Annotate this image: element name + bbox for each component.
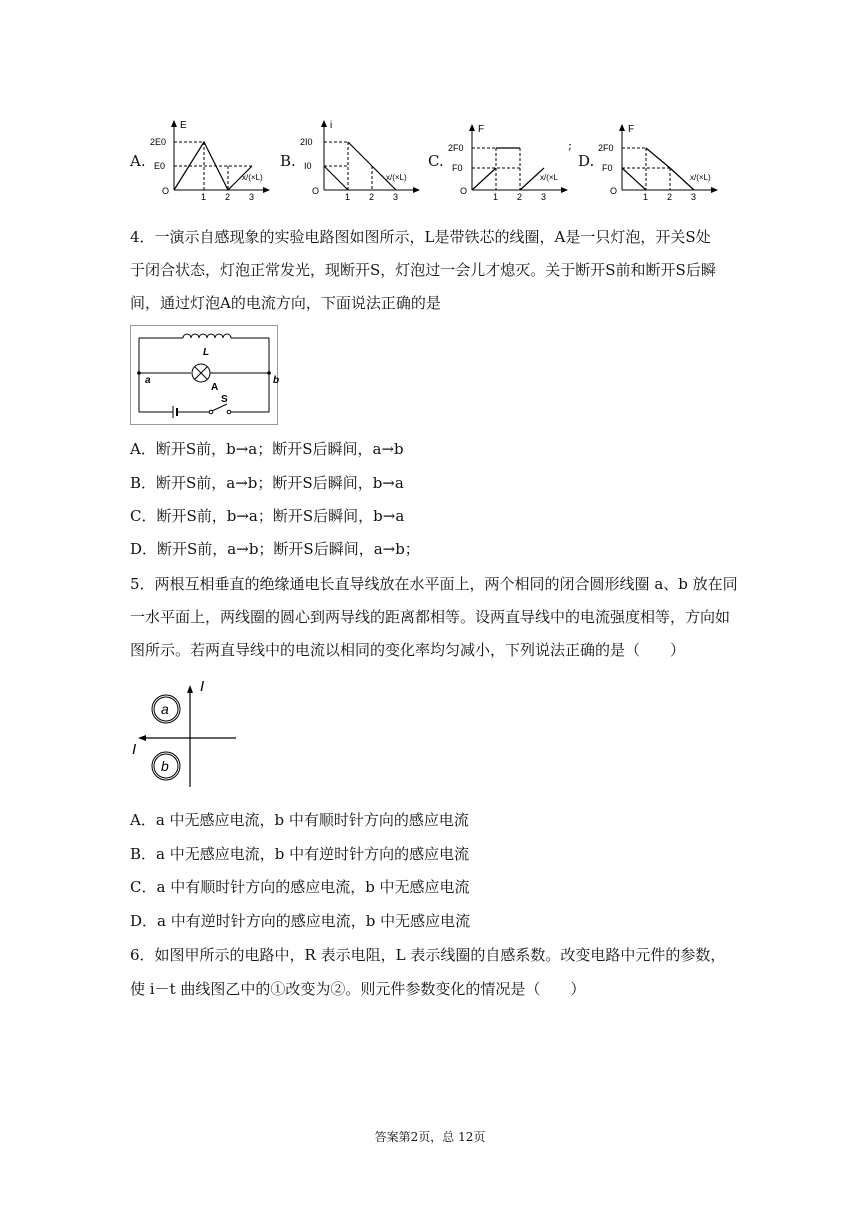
y-axis-label: F — [478, 124, 485, 135]
x-axis-label: x/(×L) — [690, 173, 711, 182]
q5-option-c: C．a 中有顺时针方向的感应电流，b 中无感应电流 — [130, 878, 470, 896]
q4-text-line-2: 于闭合状态，灯泡正常发光，现断开S，灯泡过一会儿才熄灭。关于断开S前和断开S后瞬 — [130, 261, 716, 279]
origin-label: O — [610, 186, 618, 196]
q5-text-line-1: 5．两根互相垂直的绝缘通电长直导线放在水平面上，两个相同的闭合圆形线圈 a、b 放在同 — [130, 575, 738, 593]
q5-text-line-3: 图所示。若两直导线中的电流以相同的变化率均匀减小，下列说法正确的是（ ） — [130, 641, 686, 659]
graph-option-c — [446, 118, 571, 200]
y-tick-1: F0 — [602, 163, 613, 173]
x-axis-label: x/(×L — [540, 173, 559, 182]
y-tick-1: F0 — [452, 163, 463, 173]
x-tick-2: 2 — [225, 192, 231, 202]
x-tick-2: 2 — [667, 192, 673, 202]
graph-option-a — [148, 118, 273, 200]
horizontal-current-label: I — [132, 741, 137, 758]
y-tick-2: 2F0 — [598, 143, 614, 153]
q3-option-c — [428, 118, 578, 200]
node-a-label: a — [145, 375, 151, 386]
stray-mark: ; — [568, 138, 573, 152]
x-tick-3: 3 — [249, 192, 255, 202]
origin-label: O — [460, 186, 468, 196]
y-tick-1: E0 — [154, 161, 166, 171]
y-axis-label: i — [330, 120, 333, 131]
y-axis-label: E — [180, 120, 187, 131]
graph-option-b — [298, 118, 423, 200]
option-label: C. — [428, 152, 444, 170]
coil-a-label: a — [161, 701, 169, 717]
q5-option-d: D．a 中有逆时针方向的感应电流，b 中无感应电流 — [130, 912, 471, 930]
x-tick-3: 3 — [393, 192, 399, 202]
q5-figure — [130, 675, 242, 790]
y-tick-1: I0 — [304, 161, 312, 171]
origin-label: O — [312, 186, 320, 196]
switch-label: S — [221, 394, 228, 405]
x-tick-1: 1 — [493, 192, 499, 202]
q5-text-line-2: 一水平面上，两线圈的圆心到两导线的距离都相等。设两直导线中的电流强度相等，方向如 — [130, 608, 731, 626]
option-label: D. — [578, 152, 595, 170]
lamp-label: A — [211, 382, 219, 393]
x-tick-1: 1 — [201, 192, 207, 202]
inductor-label: L — [203, 347, 210, 358]
x-tick-3: 3 — [541, 192, 547, 202]
page-footer: 答案第2页，总 12页 — [374, 1130, 486, 1144]
option-label: A. — [130, 152, 146, 170]
x-tick-1: 1 — [345, 192, 351, 202]
q4-option-b: B．断开S前，a→b；断开S后瞬间，b→a — [130, 474, 404, 492]
x-tick-1: 1 — [643, 192, 649, 202]
y-tick-2: 2E0 — [150, 137, 167, 147]
q4-option-c: C．断开S前，b→a；断开S后瞬间，b→a — [130, 507, 405, 525]
wires-and-coils-diagram — [130, 675, 242, 790]
vertical-current-label: I — [200, 678, 205, 695]
q4-text-line-1: 4．一演示自感现象的实验电路图如图所示，L是带铁芯的线圈，A是一只灯泡，开关S处 — [130, 228, 711, 246]
graph-option-d — [596, 118, 721, 200]
origin-label: O — [162, 186, 170, 196]
q4-option-d: D．断开S前，a→b；断开S后瞬间，a→b； — [130, 540, 420, 558]
q4-option-a: A．断开S前，b→a；断开S后瞬间，a→b — [130, 440, 404, 458]
circuit-diagram — [131, 326, 280, 424]
x-tick-3: 3 — [691, 192, 697, 202]
x-axis-label: x/(×L) — [242, 173, 263, 182]
q5-option-b: B．a 中无感应电流，b 中有逆时针方向的感应电流 — [130, 845, 470, 863]
q3-option-b — [280, 118, 420, 200]
y-tick-2: 2F0 — [448, 143, 464, 153]
x-tick-2: 2 — [517, 192, 523, 202]
y-axis-label: F — [628, 124, 635, 135]
x-tick-2: 2 — [369, 192, 375, 202]
option-label: B. — [280, 152, 296, 170]
y-tick-2: 2I0 — [300, 137, 313, 147]
coil-b-label: b — [161, 758, 169, 774]
q4-text-line-3: 间，通过灯泡A的电流方向，下面说法正确的是 — [130, 294, 441, 312]
q4-circuit-figure — [130, 325, 278, 425]
q6-text-line-1: 6．如图甲所示的电路中，R 表示电阻，L 表示线圈的自感系数。改变电路中元件的参数， — [130, 946, 726, 964]
q6-text-line-2: 使 i－t 曲线图乙中的①改变为②。则元件参数变化的情况是（ ） — [130, 980, 586, 998]
q3-option-a — [130, 118, 270, 200]
q3-option-d — [578, 118, 718, 200]
x-axis-label: x/(×L) — [386, 173, 407, 182]
node-b-label: b — [273, 375, 280, 386]
q5-option-a: A．a 中无感应电流，b 中有顺时针方向的感应电流 — [130, 811, 469, 829]
